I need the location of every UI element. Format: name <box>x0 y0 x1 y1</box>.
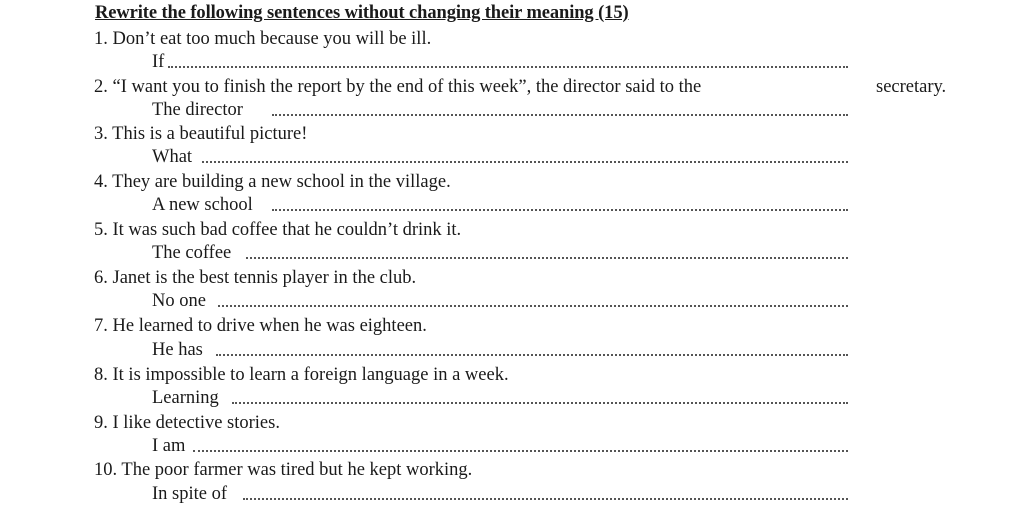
answer-line-2[interactable] <box>272 112 848 116</box>
sentence-5: 5. It was such bad coffee that he couldn’t drink it. <box>94 220 462 240</box>
stem-7: He has <box>152 340 203 360</box>
sentence-8: 8. It is impossible to learn a foreign language in a week. <box>94 365 509 385</box>
answer-line-9[interactable] <box>193 448 848 452</box>
answer-line-5[interactable] <box>246 255 848 259</box>
stem-6: No one <box>152 291 206 311</box>
answer-line-1[interactable] <box>168 64 848 68</box>
stem-10: In spite of <box>152 484 228 504</box>
sentence-7: 7. He learned to drive when he was eighteen. <box>94 316 427 336</box>
sentence-9: 9. I like detective stories. <box>94 413 280 433</box>
sentence-3: 3. This is a beautiful picture! <box>94 124 308 144</box>
stem-4: A new school <box>152 195 253 215</box>
answer-line-10[interactable] <box>243 496 848 500</box>
answer-line-4[interactable] <box>272 207 848 211</box>
stem-8: Learning <box>152 388 219 408</box>
sentence-6: 6. Janet is the best tennis player in the club. <box>94 268 417 288</box>
worksheet-title: Rewrite the following sentences without changing their meaning (15) <box>95 3 629 23</box>
stem-3: What <box>152 147 193 167</box>
answer-line-7[interactable] <box>216 352 848 356</box>
answer-line-8[interactable] <box>232 400 848 404</box>
sentence-10: 10. The poor farmer was tired but he kept working. <box>94 460 473 480</box>
sentence-2: 2. “I want you to finish the report by the end of this week”, the director said to the <box>94 77 702 97</box>
answer-line-6[interactable] <box>218 303 848 307</box>
sentence-2-tail: secretary. <box>876 77 947 97</box>
stem-9: I am <box>152 436 186 456</box>
sentence-1: 1. Don’t eat too much because you will be ill. <box>94 29 432 49</box>
answer-line-3[interactable] <box>202 159 848 163</box>
stem-5: The coffee <box>152 243 232 263</box>
sentence-4: 4. They are building a new school in the village. <box>94 172 451 192</box>
stem-1: If <box>152 52 165 72</box>
stem-2: The director <box>152 100 243 120</box>
